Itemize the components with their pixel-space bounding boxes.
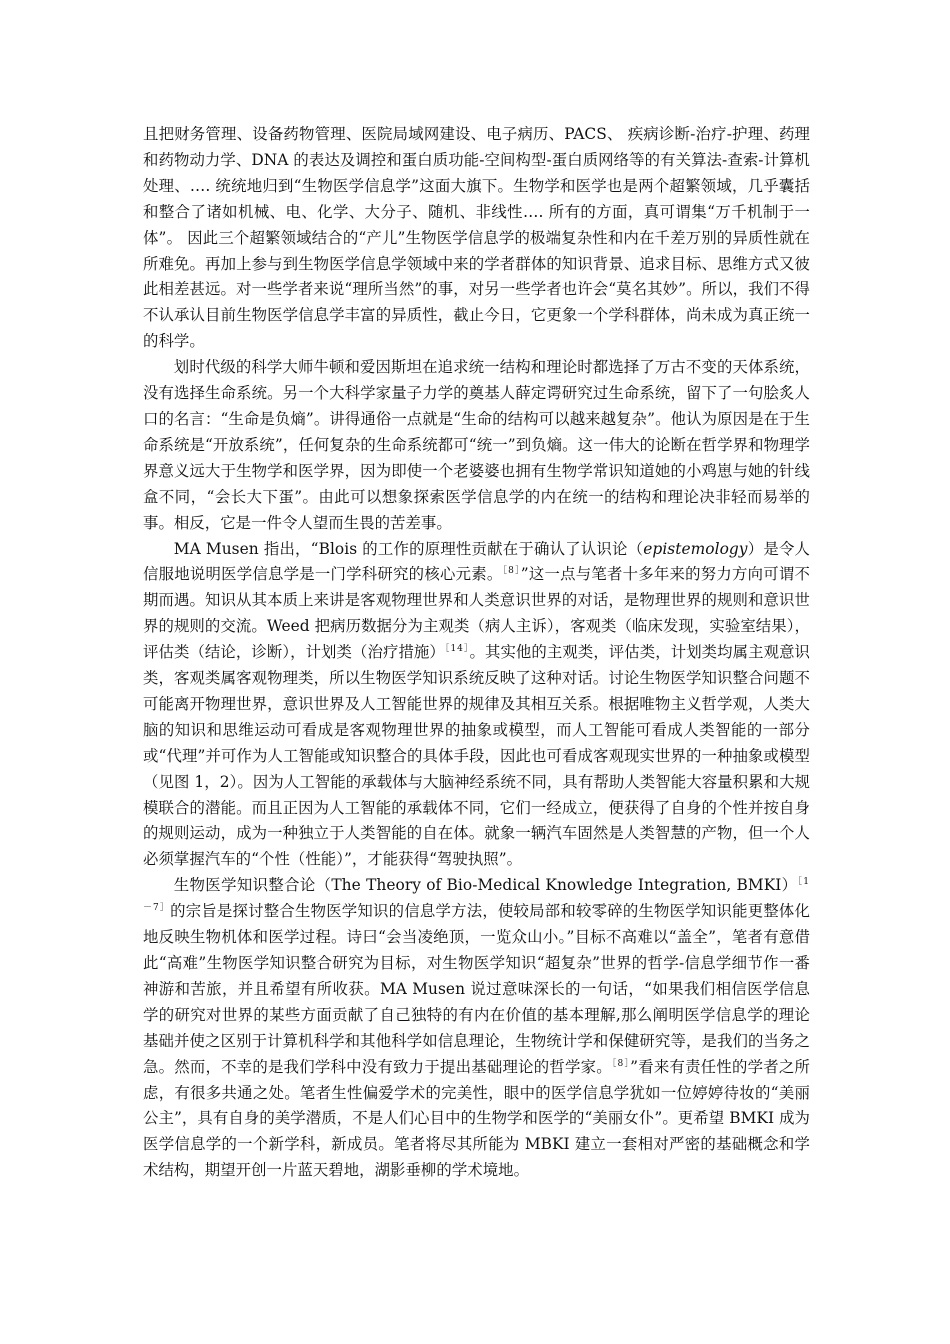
paragraph-text: ”看来有责任性的学者之所虑，有很多共通之处。笔者生性偏爱学术的完美性，眼中的医学信息学犹如一位婷婷待妆的“美丽公主”，具有自身的美学潜质，不是人们心目中的生物学和医学的“美丽女仆”。更希望 BMKI 成为医学信息学的一个新学科，新成员。笔者将尽其所能为 MBKI 建立一套相对严密的基础概念和学术结构，期望开创一片蓝天碧地，湖影垂柳的学术境地。 [143, 1057, 810, 1180]
paragraph-text: MA Musen 指出，“Blois 的工作的原理性贡献在于确认了认识论（ [173, 539, 644, 558]
citation-ref: ［14］ [444, 644, 470, 654]
italic-term: epistemology [643, 539, 748, 558]
paragraph-2 [143, 355, 810, 536]
paragraph-3 [143, 537, 810, 874]
paragraph-text: 的宗旨是探讨整合生物医学知识的信息学方法，使较局部和较零碎的生物医学知识能更整体化地反映生物机体和医学过程。诗曰“会当凌绝顶，一览众山小。”目标不高难以“盖全”，笔者有意借此“高难”生物医学知识整合研究为目标，对生物医学知识“超复杂”世界的哲学-信息学细节作一番神游和苦旅，并且希望有所收获。MA Musen 说过意味深长的一句话，“如果我们相信医学信息学的研究对世界的某些方面贡献了自己独特的有内在价值的基本理解,那么阐明医学信息学的理论基础并使之区别于计算机科学和其他科学如信息理论，生物统计学和保健研究等，是我们的当务之急。然而，不幸的是我们学科中没有致力于提出基础理论的哲学家。 [143, 902, 810, 1076]
paragraph-text: 划时代级的科学大师牛顿和爱因斯坦在追求统一结构和理论时都选择了万古不变的天体系统，没有选择生命系统。另一个大科学家量子力学的奠基人薛定谔研究过生命系统，留下了一句脍炙人口的名言：“生命是负熵”。讲得通俗一点就是“生命的结构可以越来越复杂”。他认为原因是在于生命系统是“开放系统”，任何复杂的生命系统都可“统一”到负熵。这一伟大的论断在哲学界和物理学界意义远大于生物学和医学界，因为即使一个老婆婆也拥有生物学常识知道她的小鸡崽与她的针线盒不同，“会长大下蛋”。由此可以想象探索医学信息学的内在统一的结构和理论决非轻而易举的事。相反，它是一件令人望而生畏的苦差事。 [143, 358, 810, 532]
paragraph-text: ”这一点与笔者十多年来的努力方向可谓不期而遇。知识从其本质上来讲是客观物理世界和人类意识世界的对话，是物理世界的规则和意识世界的规则的交流。Weed 把病历数据分为主观类（病人主诉），客观类（临床发现，实验室结果），评估类（结论，诊断），计划类（治疗措施） [143, 565, 810, 662]
document-body [143, 122, 810, 1184]
paragraph-1 [143, 122, 810, 355]
paragraph-4 [143, 873, 810, 1184]
citation-ref: ［8］ [502, 566, 521, 577]
paragraph-text: 。其实他的主观类，评估类，计划类均属主观意识类，客观类属客观物理类，所以生物医学知识系统反映了这种对话。讨论生物医学知识整合问题不可能离开物理世界，意识世界及人工智能世界的规律及其相互关系。根据唯物主义哲学观，人类大脑的知识和思维运动可看成是客观物理世界的抽象或模型，而人工智能可看成人类智能的一部分或“代理”并可作为人工智能或知识整合的具体手段，因此也可看成客观现实世界的一种抽象或模型（见图 1，2）。因为人工智能的承载体与大脑神经系统不同，具有帮助人类智能大容量积累和大规模联合的潜能。而且正因为人工智能的承载体不同，它们一经成立，便获得了自身的个性并按自身的规则运动，成为一种独立于人类智能的自在体。就象一辆汽车固然是人类智慧的产物，但一个人必须掌握汽车的“个性（性能）”，才能获得“驾驶执照”。 [143, 643, 810, 869]
paragraph-text: 生物医学知识整合论（The Theory of Bio-Medical Knowledge Integration, BMKI） [173, 876, 798, 895]
paragraph-text: ）是令人信服地说明医学信息学是一门学科研究的核心元素。 [143, 539, 810, 584]
paragraph-text: 且把财务管理、设备药物管理、医院局域网建设、电子病历、PACS、 疾病诊断-治疗-护理、药理和药物动力学、DNA 的表达及调控和蛋白质功能-空间构型-蛋白质网络等的有关算法-查索-计算机处理、…. 统统地归到“生物医学信息学”这面大旗下。生物学和医学也是两个超繁领域，几乎囊括和整合了诸如机械、电、化学、大分子、随机、非线性…. 所有的方面，真可谓集“万千机制于一体”。 因此三个超繁领域结合的“产儿”生物医学信息学的极端复杂性和内在千差万别的异质性就在所难免。再加上参与到生物医学信息学领域中来的学者群体的知识背景、追求目标、思维方式又彼此相差甚远。对一些学者来说“理所当然”的事，对另一些学者也许会“莫名其妙”。所以，我们不得不认承认目前生物医学信息学丰富的异质性，截止今日，它更象一个学科群体，尚未成为真正统一的科学。 [143, 125, 810, 351]
citation-ref: ［8］ [611, 1058, 631, 1069]
citation-ref: ［1－7］ [143, 877, 810, 914]
